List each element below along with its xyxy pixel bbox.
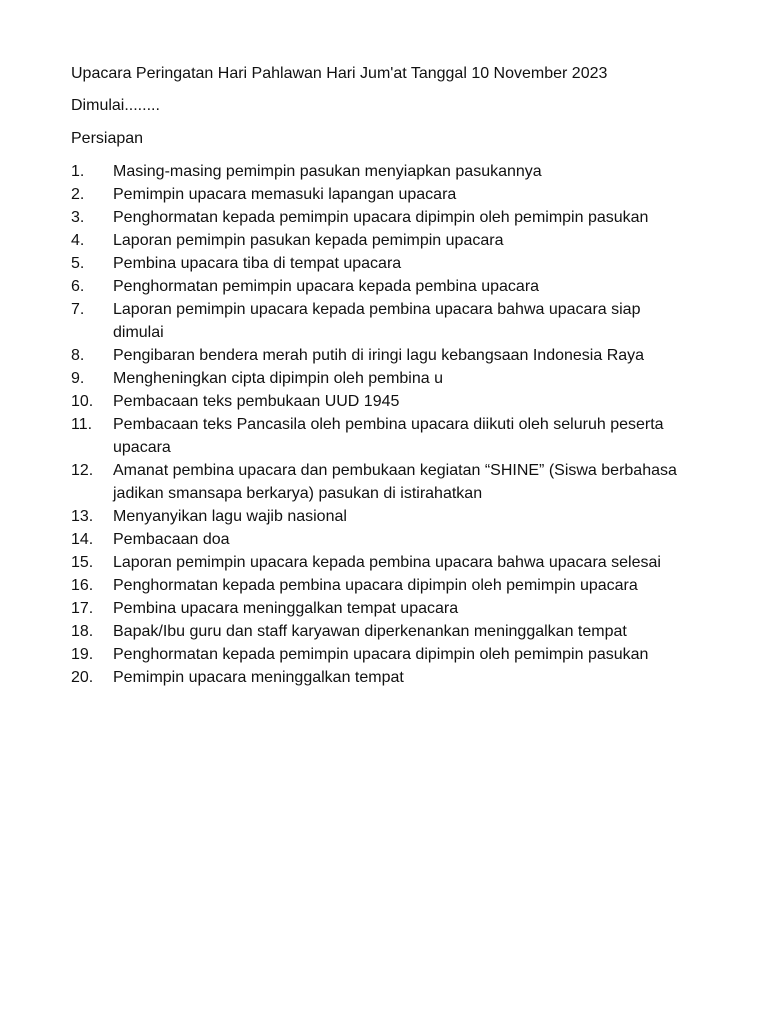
item-number: 14. (71, 531, 94, 548)
list-item (71, 206, 711, 229)
item-text: Pembacaan teks pembukaan UUD 1945 (113, 393, 400, 410)
list-item (71, 367, 711, 390)
item-text: Pembina upacara meninggalkan tempat upacara (113, 600, 459, 617)
item-text: Masing-masing pemimpin pasukan menyiapkan pasukannya (113, 163, 542, 180)
item-text: Penghormatan kepada pemimpin upacara dipimpin oleh pemimpin pasukan (113, 209, 649, 226)
item-text: Penghormatan pemimpin upacara kepada pembina upacara (113, 278, 540, 295)
item-number: 3. (71, 209, 85, 226)
item-number: 5. (71, 255, 85, 272)
item-number: 18. (71, 623, 94, 640)
list-item (71, 666, 711, 689)
item-text: Laporan pemimpin upacara kepada pembina upacara bahwa upacara selesai (113, 554, 661, 571)
list-item (71, 643, 711, 666)
item-number: 7. (71, 301, 85, 318)
list-item (71, 620, 711, 643)
list-item (71, 551, 711, 574)
item-text: Menyanyikan lagu wajib nasional (113, 508, 347, 525)
item-number: 16. (71, 577, 94, 594)
item-number: 13. (71, 508, 94, 525)
list-item (71, 252, 711, 275)
item-text: Pembacaan teks Pancasila oleh pembina upacara diikuti oleh seluruh peserta upacara (113, 416, 664, 456)
list-item (71, 183, 711, 206)
item-number: 2. (71, 186, 85, 203)
item-text: Pembina upacara tiba di tempat upacara (113, 255, 402, 272)
item-text: Penghormatan kepada pembina upacara dipimpin oleh pemimpin upacara (113, 577, 638, 594)
list-item (71, 344, 711, 367)
item-text: Pengibaran bendera merah putih di iringi lagu kebangsaan Indonesia Raya (113, 347, 645, 364)
item-number: 8. (71, 347, 85, 364)
item-text: Laporan pemimpin upacara kepada pembina upacara bahwa upacara siap dimulai (113, 301, 641, 341)
document-body (71, 62, 711, 689)
list-item (71, 160, 711, 183)
item-number: 9. (71, 370, 85, 387)
item-number: 15. (71, 554, 94, 571)
list-item (71, 298, 711, 344)
list-item (71, 528, 711, 551)
item-number: 12. (71, 462, 94, 479)
start-note: Dimulai........ (71, 97, 160, 114)
section-heading: Persiapan (71, 130, 144, 147)
list-item (71, 505, 711, 528)
item-number: 4. (71, 232, 85, 249)
list-item (71, 574, 711, 597)
list-item (71, 229, 711, 252)
document-title: Upacara Peringatan Hari Pahlawan Hari Jum'at Tanggal 10 November 2023 (71, 65, 608, 82)
item-number: 6. (71, 278, 85, 295)
item-text: Pemimpin upacara memasuki lapangan upacara (113, 186, 457, 203)
item-text: Pemimpin upacara meninggalkan tempat (113, 669, 404, 686)
item-number: 10. (71, 393, 94, 410)
item-number: 11. (71, 416, 93, 433)
list-item (71, 459, 711, 505)
item-text: Pembacaan doa (113, 531, 230, 548)
item-text: Amanat pembina upacara dan pembukaan kegiatan “SHINE” (Siswa berbahasa jadikan smansapa berkarya) pasukan di istirahatkan (113, 462, 677, 502)
list-item (71, 275, 711, 298)
item-number: 1. (71, 163, 85, 180)
item-number: 20. (71, 669, 94, 686)
list-item (71, 390, 711, 413)
item-number: 19. (71, 646, 94, 663)
item-text: Penghormatan kepada pemimpin upacara dipimpin oleh pemimpin pasukan (113, 646, 649, 663)
list-item (71, 413, 711, 459)
item-text: Mengheningkan cipta dipimpin oleh pembina u (113, 370, 443, 387)
list-item (71, 597, 711, 620)
item-text: Laporan pemimpin pasukan kepada pemimpin upacara (113, 232, 504, 249)
item-number: 17. (71, 600, 94, 617)
ceremony-steps-list (71, 160, 711, 689)
item-text: Bapak/Ibu guru dan staff karyawan diperkenankan meninggalkan tempat (113, 623, 627, 640)
